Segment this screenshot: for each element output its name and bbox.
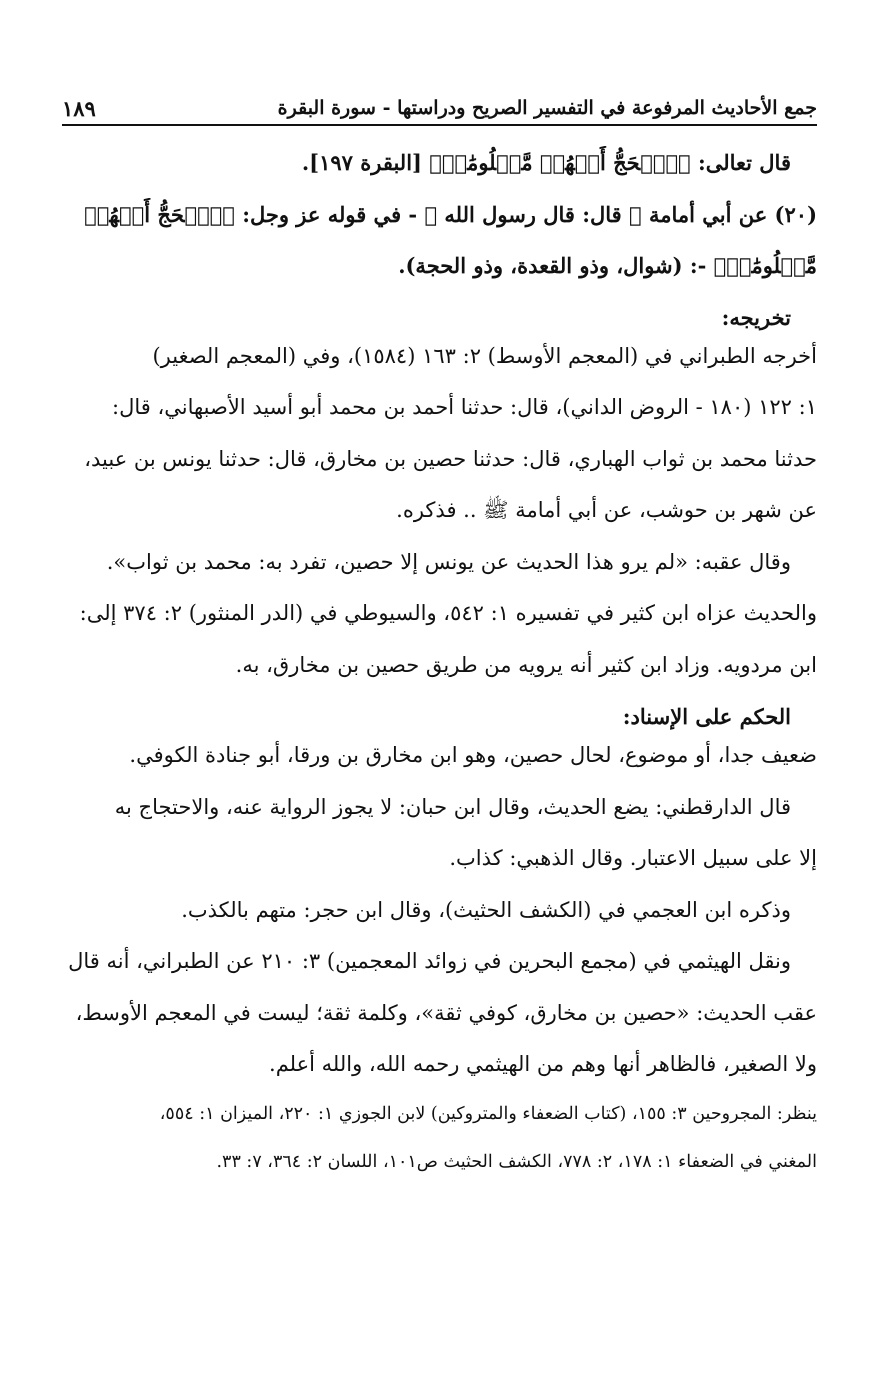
paragraph-line: حدثنا محمد بن ثواب الهباري، قال: حدثنا حصين بن مخارق، قال: حدثنا يونس بن عبيد،	[84, 446, 817, 471]
takhrij-heading: تخريجه:	[721, 304, 791, 330]
verse-intro: قال تعالى: ﴿ٱلۡحَجُّ أَشۡهُرٞ مَّعۡلُومَٰتٞ﴾ [البقرة ١٩٧].	[301, 150, 791, 175]
paragraph-line: ضعيف جدا، أو موضوع، لحال حصين، وهو ابن مخارق بن ورقا، أبو جنادة الكوفي.	[129, 743, 817, 767]
paragraph-line: وذكره ابن العجمي في (الكشف الحثيث)، وقال ابن حجر: متهم بالكذب.	[181, 897, 791, 922]
page-header	[62, 92, 817, 126]
paragraph-line: ونقل الهيثمي في (مجمع البحرين في زوائد المعجمين) ٣: ٢١٠ عن الطبراني، أنه قال	[68, 949, 791, 973]
paragraph-line: عقب الحديث: «حصين بن مخارق، كوفي ثقة»، وكلمة ثقة؛ ليست في المعجم الأوسط،	[75, 1000, 817, 1025]
paragraph-line: ١: ١٢٢ (١٨٠ - الروض الداني)، قال: حدثنا أحمد بن محمد أبو أسيد الأصبهاني، قال:	[112, 395, 817, 419]
footnote-line-1: ينظر: المجروحين ٣: ١٥٥، (كتاب الضعفاء والمتروكين) لابن الجوزي ١: ٢٢٠، الميزان ١: ٥٥٤،	[159, 1103, 817, 1124]
paragraph-line: أخرجه الطبراني في (المعجم الأوسط) ٢: ١٦٣ (١٥٨٤)، وفي (المعجم الصغير)	[152, 343, 817, 368]
paragraph-line: قال الدارقطني: يضع الحديث، وقال ابن حبان: لا يجوز الرواية عنه، والاحتجاج به	[114, 794, 791, 819]
paragraph-line: والحديث عزاه ابن كثير في تفسيره ١: ٥٤٢، والسيوطي في (الدر المنثور) ٢: ٣٧٤ إلى:	[79, 601, 817, 625]
paragraph-line: وقال عقبه: «لم يرو هذا الحديث عن يونس إلا حصين، تفرد به: محمد بن ثواب».	[106, 549, 791, 574]
ruling-heading: الحكم على الإسناد:	[622, 704, 791, 729]
hadith-text-line-2: مَّعۡلُومَٰتٞ﴾ -: (شوال، وذو القعدة، وذو الحجة).	[398, 253, 817, 278]
hadith-text-line-1: (٢٠) عن أبي أمامة ﷺ قال: قال رسول الله ﷺ - في قوله عز وجل: ﴿ٱلۡحَجُّ أَشۡهُرٞ	[84, 201, 817, 227]
running-title: جمع الأحاديث المرفوعة في التفسير الصريح ودراستها - سورة البقرة	[277, 97, 817, 119]
footnote-line-2: المغني في الضعفاء ١: ١٧٨، ٢: ٧٧٨، الكشف الحثيث ص١٠١، اللسان ٢: ٣٦٤، ٧: ٣٣.	[216, 1151, 817, 1172]
paragraph-line: ابن مردويه. وزاد ابن كثير أنه يرويه من طريق حصين بن مخارق، به.	[235, 652, 817, 677]
paragraph-line: إلا على سبيل الاعتبار. وقال الذهبي: كذاب.	[449, 846, 817, 870]
page-number: ١٨٩	[62, 95, 96, 121]
paragraph-line: ولا الصغير، فالظاهر أنها وهم من الهيثمي رحمه الله، والله أعلم.	[269, 1052, 817, 1076]
paragraph-line: عن شهر بن حوشب، عن أبي أمامة ﷺ .. فذكره.	[396, 498, 817, 522]
main-text	[68, 146, 817, 1196]
